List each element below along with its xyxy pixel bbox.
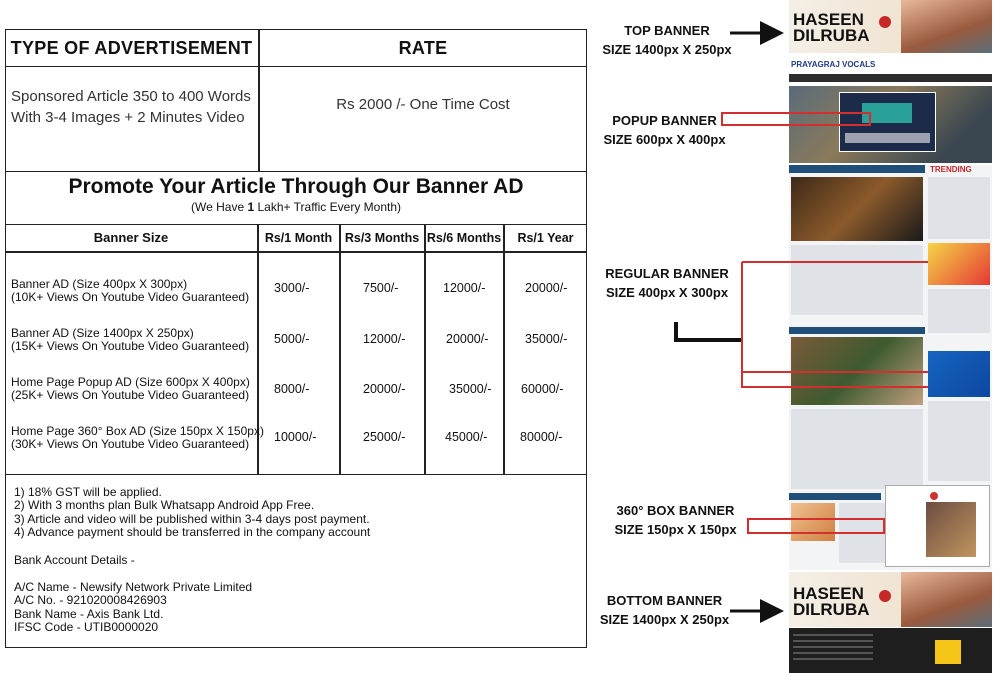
header-rate: RATE bbox=[398, 37, 448, 58]
sponsored-desc-line1: Sponsored Article 350 to 400 Words bbox=[11, 88, 251, 105]
label-popup-size: SIZE 600px X 400px bbox=[603, 132, 726, 147]
box-pointer bbox=[748, 519, 884, 533]
bank-ac-no: A/C No. - 921020008426903 bbox=[14, 593, 167, 608]
promo-subtitle-bold: 1 bbox=[247, 200, 255, 214]
promo-title: Promote Your Article Through Our Banner AD bbox=[68, 175, 524, 198]
sponsored-price: Rs 2000 /- One Time Cost bbox=[336, 95, 510, 113]
price-6-months: 45000/- bbox=[445, 430, 488, 444]
site-name: PRAYAGRAJ VOCALS bbox=[791, 60, 876, 69]
col-header-1-year: Rs/1 Year bbox=[517, 230, 574, 245]
price-3-months: 20000/- bbox=[363, 382, 406, 396]
header-type: TYPE OF ADVERTISEMENT bbox=[10, 37, 253, 58]
bank-name: Bank Name - Axis Bank Ltd. bbox=[14, 606, 164, 621]
trending-label: TRENDING bbox=[930, 165, 972, 174]
label-popup-name: POPUP BANNER bbox=[612, 113, 717, 128]
price-3-months: 12000/- bbox=[363, 332, 406, 346]
price-1-month: 8000/- bbox=[274, 382, 310, 396]
price-1-year: 35000/- bbox=[525, 332, 568, 346]
price-1-month: 3000/- bbox=[274, 281, 310, 295]
bank-ac-name: A/C Name - Newsify Network Private Limited bbox=[14, 580, 253, 595]
price-6-months: 12000/- bbox=[443, 281, 486, 295]
label-bottom-size: SIZE 1400px X 250px bbox=[599, 612, 730, 627]
label-box-size: SIZE 150px X 150px bbox=[614, 522, 737, 537]
col-header-banner-size: Banner Size bbox=[93, 230, 169, 245]
price-1-month: 5000/- bbox=[274, 332, 310, 346]
promo-subtitle-post: Lakh+ Traffic Every Month) bbox=[254, 200, 401, 214]
popup-pointer bbox=[722, 113, 870, 125]
row-desc-line2: (25K+ Views On Youtube Video Guaranteed) bbox=[11, 388, 250, 402]
row-desc-line1: Home Page Popup AD (Size 600px X 400px) bbox=[11, 375, 250, 389]
promo-subtitle-pre: (We Have bbox=[191, 200, 248, 214]
label-bottom-name: BOTTOM BANNER bbox=[606, 593, 723, 608]
price-1-year: 80000/- bbox=[520, 430, 563, 444]
col-header-1-month: Rs/1 Month bbox=[264, 230, 333, 245]
col-header-3-months: Rs/3 Months bbox=[344, 230, 420, 245]
price-1-month: 10000/- bbox=[274, 430, 317, 444]
price-3-months: 7500/- bbox=[363, 281, 399, 295]
price-1-year: 60000/- bbox=[521, 382, 564, 396]
banner-title-line2: DILRUBA bbox=[793, 600, 870, 619]
label-regular-name: REGULAR BANNER bbox=[605, 266, 729, 281]
banner-title-line1: HASEEN bbox=[793, 584, 864, 603]
bank-ifsc: IFSC Code - UTIB0000020 bbox=[14, 620, 159, 635]
sponsored-desc-line2: With 3-4 Images + 2 Minutes Video bbox=[11, 109, 245, 126]
note-item: 1) 18% GST will be applied. bbox=[14, 485, 162, 499]
row-desc-line1: Home Page 360° Box AD (Size 150px X 150px) bbox=[11, 424, 264, 438]
label-top-name: TOP BANNER bbox=[624, 23, 710, 38]
price-6-months: 35000/- bbox=[449, 382, 492, 396]
note-item: 2) With 3 months plan Bulk Whatsapp Android App Free. bbox=[14, 498, 315, 513]
regular-bracket bbox=[676, 322, 742, 340]
label-top-size: SIZE 1400px X 250px bbox=[602, 42, 732, 57]
price-6-months: 20000/- bbox=[446, 332, 489, 346]
banner-title-line2: DILRUBA bbox=[793, 26, 870, 45]
price-1-year: 20000/- bbox=[525, 281, 568, 295]
bank-heading: Bank Account Details - bbox=[14, 552, 135, 567]
row-desc-line1: Banner AD (Size 1400px X 250px) bbox=[11, 326, 194, 340]
col-header-6-months: Rs/6 Months bbox=[426, 230, 502, 245]
note-item: 4) Advance payment should be transferred in the company account bbox=[14, 525, 371, 540]
row-desc-line2: (10K+ Views On Youtube Video Guaranteed) bbox=[11, 290, 250, 304]
row-desc-line2: (15K+ Views On Youtube Video Guaranteed) bbox=[11, 339, 250, 353]
row-desc-line1: Banner AD (Size 400px X 300px) bbox=[11, 277, 188, 291]
note-item: 3) Article and video will be published within 3-4 days post payment. bbox=[14, 511, 370, 526]
price-3-months: 25000/- bbox=[363, 430, 406, 444]
label-regular-size: SIZE 400px X 300px bbox=[605, 285, 729, 300]
regular-pointer-1 bbox=[742, 262, 928, 387]
banner-title-line1: HASEEN bbox=[793, 10, 864, 29]
row-desc-line2: (30K+ Views On Youtube Video Guaranteed) bbox=[11, 437, 250, 451]
label-box-name: 360° BOX BANNER bbox=[616, 503, 735, 518]
